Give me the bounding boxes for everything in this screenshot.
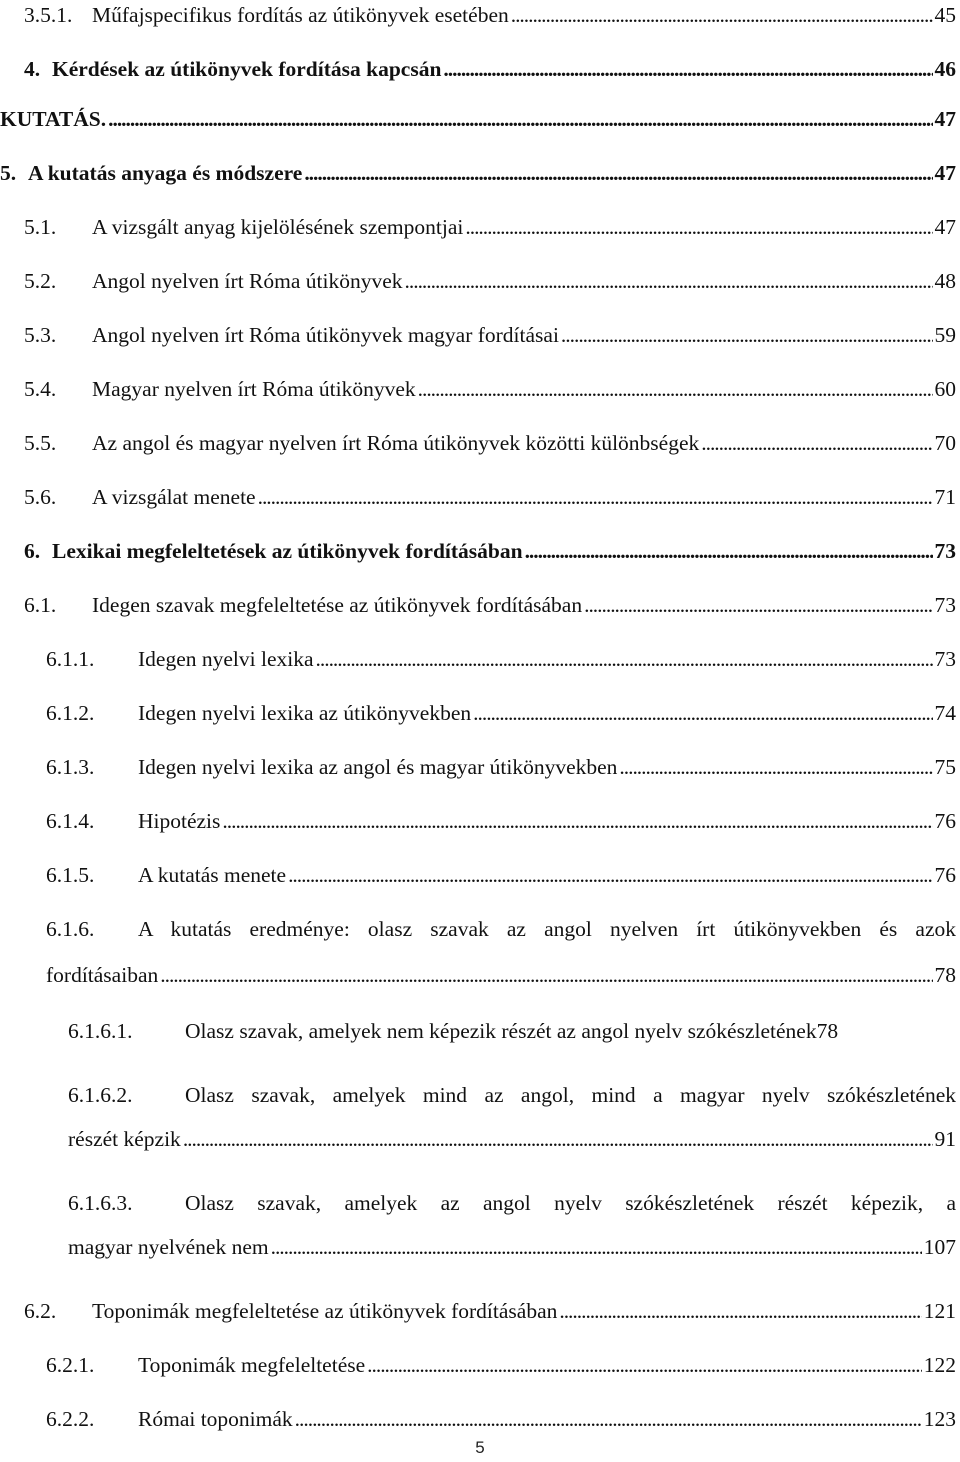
toc-entry-number: 5. bbox=[0, 161, 17, 185]
toc-entry-page: 48 bbox=[934, 269, 956, 293]
toc-entry-page: 74 bbox=[934, 701, 956, 725]
toc-entry-title: Idegen nyelvi lexika az útikönyvekben bbox=[138, 701, 472, 725]
dot-leader bbox=[405, 266, 933, 296]
toc-entry-title: A kutatás anyaga és módszere bbox=[28, 161, 303, 185]
toc-entry-page: 78 bbox=[816, 1019, 839, 1043]
toc-entry-page: 122 bbox=[923, 1353, 956, 1377]
dot-leader bbox=[701, 428, 932, 458]
toc-entry-number: 6.1.6.2. bbox=[68, 1083, 133, 1107]
toc-entry-page: 71 bbox=[934, 485, 956, 509]
toc-entry-number: 6.2.1. bbox=[46, 1353, 95, 1377]
toc-entry-title: Római toponimák bbox=[138, 1407, 293, 1431]
toc-entry-page: 76 bbox=[934, 809, 956, 833]
dot-leader bbox=[443, 54, 932, 84]
toc-entry[interactable] bbox=[68, 1080, 956, 1110]
toc-entry-number: 6.2.2. bbox=[46, 1407, 95, 1431]
toc-entry[interactable] bbox=[46, 914, 956, 944]
toc-entry-page: 60 bbox=[934, 377, 956, 401]
toc-entry[interactable] bbox=[24, 1296, 956, 1326]
toc-entry-page: 121 bbox=[923, 1299, 956, 1323]
toc-entry-number: 5.5. bbox=[24, 431, 57, 455]
toc-entry-number: 6.1.6. bbox=[46, 917, 95, 941]
toc-entry-number: 5.6. bbox=[24, 485, 57, 509]
toc-entry-page: 73 bbox=[934, 539, 956, 563]
toc-entry-title: fordításaiban bbox=[46, 963, 159, 987]
toc-entry[interactable] bbox=[24, 212, 956, 242]
toc-entry-page: 78 bbox=[934, 963, 956, 987]
toc-entry-title: Idegen nyelvi lexika az angol és magyar útikönyvekben bbox=[138, 755, 618, 779]
toc-entry-number: 6.1.6.1. bbox=[68, 1019, 133, 1043]
toc-entry[interactable] bbox=[46, 860, 956, 890]
toc-entry-number: 5.3. bbox=[24, 323, 57, 347]
toc-entry[interactable] bbox=[0, 158, 956, 188]
toc-entry-number: 6.1.1. bbox=[46, 647, 95, 671]
toc-entry-number: 6.1.6.3. bbox=[68, 1191, 133, 1215]
toc-entry-number: 6. bbox=[24, 539, 41, 563]
toc-entry-continuation[interactable] bbox=[68, 1124, 956, 1154]
toc-entry[interactable] bbox=[46, 1404, 956, 1434]
toc-entry-title: Angol nyelven írt Róma útikönyvek magyar fordításai bbox=[92, 323, 559, 347]
dot-leader bbox=[619, 752, 932, 782]
toc-entry[interactable] bbox=[24, 0, 956, 30]
toc-entry[interactable] bbox=[46, 698, 956, 728]
toc-entry-page: 70 bbox=[934, 431, 956, 455]
toc-entry[interactable] bbox=[24, 428, 956, 458]
toc-entry-page: 107 bbox=[923, 1235, 956, 1259]
toc-entry-title: Toponimák megfeleltetése az útikönyvek fordításában bbox=[92, 1299, 558, 1323]
toc-entry-number: 5.2. bbox=[24, 269, 57, 293]
toc-entry-number: 6.2. bbox=[24, 1299, 57, 1323]
toc-entry-title: KUTATÁS. bbox=[0, 107, 107, 131]
toc-entry-number: 5.1. bbox=[24, 215, 57, 239]
toc-entry-title: Olasz szavak, amelyek nem képezik részét az angol nyelv szókészletének bbox=[185, 1019, 817, 1043]
toc-entry-title-line1: Olasz szavak, amelyek az angol nyelv szókészletének részét képezik, a bbox=[185, 1191, 956, 1215]
dot-leader bbox=[160, 960, 932, 990]
toc-entry-page: 123 bbox=[923, 1407, 956, 1431]
toc-entry-page: 76 bbox=[934, 863, 956, 887]
toc-entry-title: Angol nyelven írt Róma útikönyvek bbox=[92, 269, 403, 293]
toc-entry-continuation[interactable] bbox=[46, 960, 956, 990]
toc-entry[interactable] bbox=[24, 266, 956, 296]
toc-entry-continuation[interactable] bbox=[68, 1232, 956, 1262]
toc-entry[interactable] bbox=[24, 374, 956, 404]
dot-leader bbox=[367, 1350, 922, 1380]
toc-entry-number: 3.5.1. bbox=[24, 3, 73, 27]
toc-entry-title-line1: A kutatás eredménye: olasz szavak az angol nyelven írt útikönyvekben és azok bbox=[138, 917, 956, 941]
dot-leader bbox=[271, 1232, 922, 1262]
toc-entry[interactable] bbox=[68, 1188, 956, 1218]
toc-entry-number: 6.1.2. bbox=[46, 701, 95, 725]
toc-entry[interactable] bbox=[24, 482, 956, 512]
dot-leader bbox=[183, 1124, 933, 1154]
dot-leader bbox=[108, 104, 932, 134]
dot-leader bbox=[304, 158, 932, 188]
toc-entry-title: Idegen nyelvi lexika bbox=[138, 647, 314, 671]
toc-entry-number: 6.1.3. bbox=[46, 755, 95, 779]
toc-entry-title-line1: Olasz szavak, amelyek mind az angol, mind a magyar nyelv szókészletének bbox=[185, 1083, 956, 1107]
toc-entry-number: 6.1.4. bbox=[46, 809, 95, 833]
dot-leader bbox=[258, 482, 933, 512]
toc-entry-title: A vizsgált anyag kijelölésének szempontjai bbox=[92, 215, 464, 239]
toc-entry-number: 5.4. bbox=[24, 377, 57, 401]
toc-entry[interactable] bbox=[24, 590, 956, 620]
toc-entry-title: részét képzik bbox=[68, 1127, 181, 1151]
toc-entry[interactable] bbox=[24, 54, 956, 84]
toc-entry-page: 47 bbox=[934, 107, 956, 131]
dot-leader bbox=[561, 320, 933, 350]
toc-entry-page: 59 bbox=[934, 323, 956, 347]
toc-entry-page: 47 bbox=[934, 215, 956, 239]
toc-entry-title: Műfajspecifikus fordítás az útikönyvek esetében bbox=[92, 3, 509, 27]
toc-entry-page: 47 bbox=[934, 161, 956, 185]
dot-leader bbox=[465, 212, 932, 242]
dot-leader bbox=[511, 0, 933, 30]
toc-entry-title: Toponimák megfeleltetése bbox=[138, 1353, 366, 1377]
toc-entry[interactable] bbox=[46, 752, 956, 782]
toc-entry-title: Magyar nyelven írt Róma útikönyvek bbox=[92, 377, 416, 401]
toc-entry-page: 46 bbox=[934, 57, 956, 81]
toc-entry-number: 6.1.5. bbox=[46, 863, 95, 887]
toc-entry-page: 73 bbox=[934, 647, 956, 671]
dot-leader bbox=[525, 536, 933, 566]
toc-entry-page: 75 bbox=[934, 755, 956, 779]
toc-entry-title: Kérdések az útikönyvek fordítása kapcsán bbox=[52, 57, 442, 81]
toc-entry[interactable] bbox=[24, 536, 956, 566]
toc-entry-page: 45 bbox=[934, 3, 956, 27]
toc-entry-number: 4. bbox=[24, 57, 41, 81]
page-number: 5 bbox=[475, 1438, 485, 1457]
toc-entry-title: Hipotézis bbox=[138, 809, 221, 833]
toc-entry-title: Idegen szavak megfeleltetése az útikönyvek fordításában bbox=[92, 593, 583, 617]
toc-entry[interactable] bbox=[24, 320, 956, 350]
toc-entry-title: A vizsgálat menete bbox=[92, 485, 256, 509]
dot-leader bbox=[473, 698, 932, 728]
dot-leader bbox=[288, 860, 932, 890]
toc-entry-page: 91 bbox=[934, 1127, 956, 1151]
dot-leader bbox=[418, 374, 933, 404]
toc-entry-page: 73 bbox=[934, 593, 956, 617]
toc-entry-title: A kutatás menete bbox=[138, 863, 287, 887]
toc-entry[interactable] bbox=[0, 104, 956, 134]
toc-entry-title: Az angol és magyar nyelven írt Róma útikönyvek közötti különbségek bbox=[92, 431, 700, 455]
toc-entry-title: magyar nyelvének nem bbox=[68, 1235, 269, 1259]
toc-entry[interactable] bbox=[46, 806, 956, 836]
toc-entry[interactable] bbox=[46, 644, 956, 674]
toc-entry-title: Lexikai megfeleltetések az útikönyvek fordításában bbox=[52, 539, 523, 563]
dot-leader bbox=[295, 1404, 922, 1434]
dot-leader bbox=[316, 644, 933, 674]
dot-leader bbox=[559, 1296, 921, 1326]
dot-leader bbox=[222, 806, 932, 836]
toc-entry[interactable] bbox=[46, 1350, 956, 1380]
toc-entry-number: 6.1. bbox=[24, 593, 57, 617]
dot-leader bbox=[584, 590, 932, 620]
toc-entry[interactable] bbox=[68, 1016, 956, 1046]
